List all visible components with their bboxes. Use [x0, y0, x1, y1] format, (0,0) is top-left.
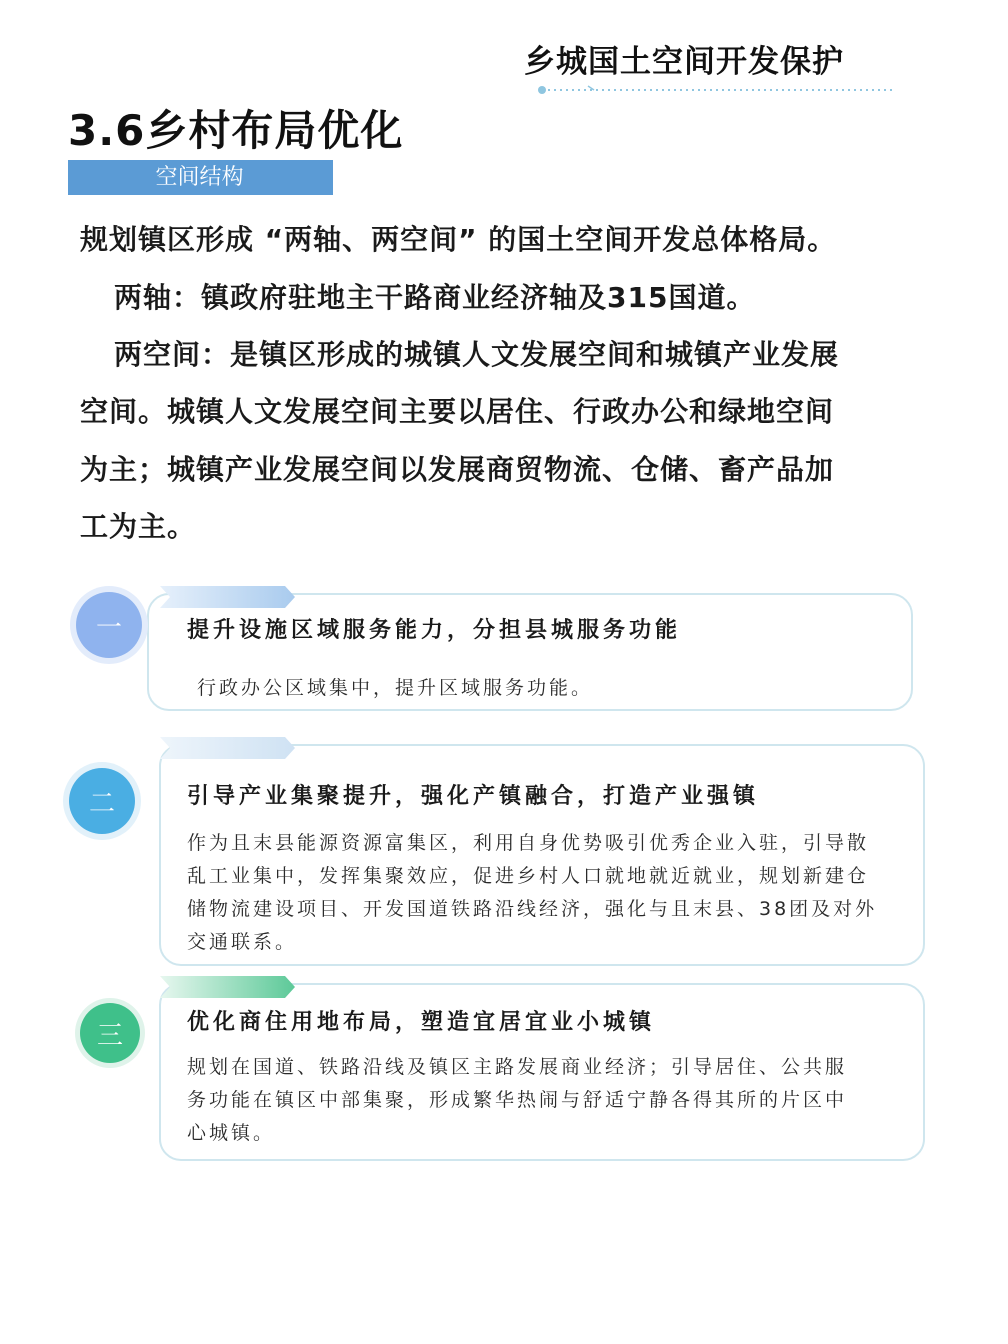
card-3-body-line: 心城镇。: [187, 1122, 276, 1144]
card-1-ribbon: [160, 586, 295, 608]
card-1-number: 一: [95, 612, 122, 643]
paragraph-line-1: 规划镇区形成 “两轴、两空间” 的国土空间开发总体格局。: [80, 223, 837, 256]
card-1-body: [197, 672, 593, 705]
card-3-ribbon: [160, 976, 295, 998]
card-2-title: 引导产业集聚提升，强化产镇融合，打造产业强镇: [187, 784, 760, 809]
card-3-body: [187, 1051, 847, 1150]
paragraph-line-2: 两轴：镇政府驻地主干路商业经济轴及315国道。: [114, 281, 756, 314]
card-3-body-line: 务功能在镇区中部集聚，形成繁华热闹与舒适宁静各得其所的片区中: [187, 1089, 848, 1111]
card-3-body-line: 规划在国道、铁路沿线及镇区主路发展商业经济；引导居住、公共服: [187, 1056, 848, 1078]
paragraph-line-4: 空间。城镇人文发展空间主要以居住、行政办公和绿地空间: [80, 395, 835, 428]
section-tag: 空间结构: [68, 160, 333, 195]
card-1-body-line: 行政办公区域集中，提升区域服务功能。: [197, 677, 594, 699]
paragraph-line-5: 为主；城镇产业发展空间以发展商贸物流、仓储、畜产品加: [80, 453, 835, 486]
card-1-number-badge: [70, 586, 148, 664]
card-2-body-line: 交通联系。: [187, 931, 298, 953]
card-2-body-line: 储物流建设项目、开发国道铁路沿线经济，强化与且末县、38团及对外: [187, 898, 878, 920]
card-3-title: 优化商住用地布局，塑造宜居宜业小城镇: [187, 1010, 656, 1035]
card-2-number: 二: [88, 788, 115, 819]
card-2-number-badge: [63, 762, 141, 840]
card-3-number: 三: [96, 1020, 123, 1051]
card-2-ribbon: [160, 737, 295, 759]
paragraph-line-3: 两空间：是镇区形成的城镇人文发展空间和城镇产业发展: [114, 338, 840, 371]
card-3-number-badge: [75, 998, 145, 1068]
card-1-title: 提升设施区域服务能力，分担县城服务功能: [187, 618, 682, 643]
card-2-body-line: 乱工业集中，发挥集聚效应，促进乡村人口就地就近就业，规划新建仓: [187, 865, 870, 887]
paragraph-line-6: 工为主。: [80, 510, 197, 543]
header-title: 乡城国土空间开发保护: [524, 44, 844, 80]
section-title: 3.6乡村布局优化: [68, 106, 404, 155]
header-divider: [536, 84, 896, 96]
card-2-body-line: 作为且末县能源资源富集区，利用自身优势吸引优秀企业入驻，引导散: [187, 832, 870, 854]
card-2-body: [187, 827, 877, 959]
